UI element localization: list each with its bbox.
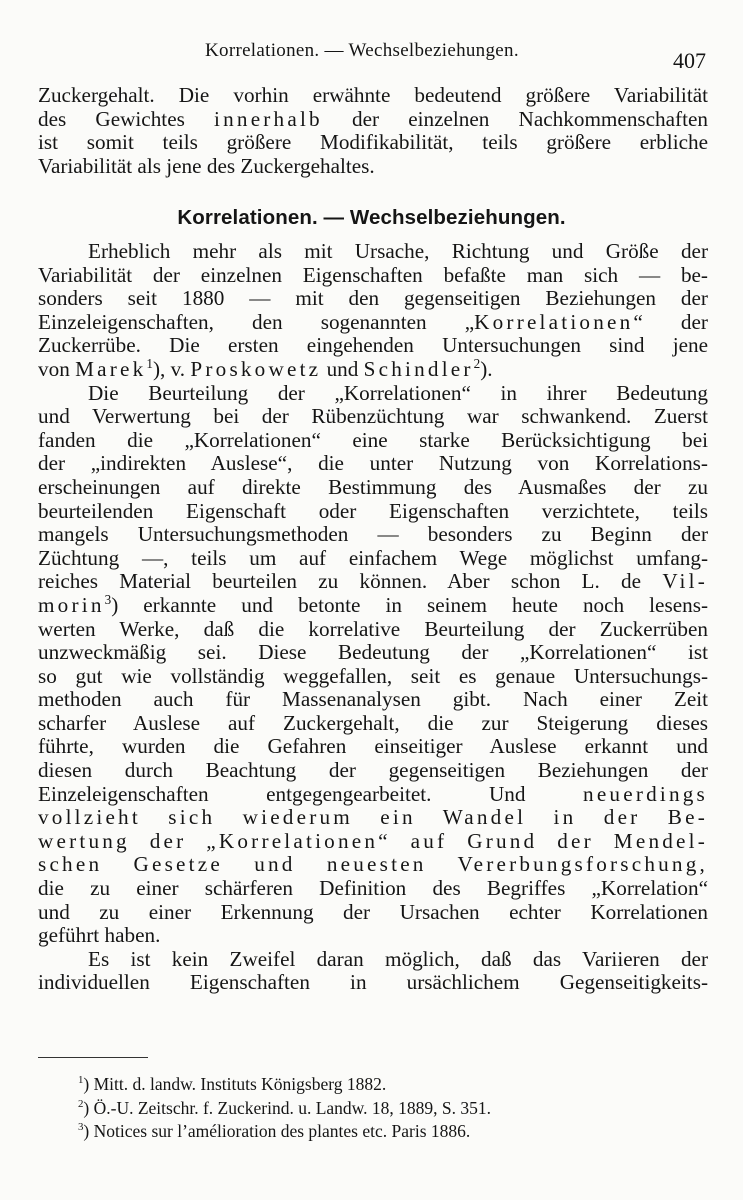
text-line (38, 783, 708, 807)
text-line: fanden die „Korrelationen“ eine starke Berücksichtigung bei (38, 427, 708, 452)
text-line: der „indirekten Auslese“, die unter Nutzung von Korrelations- (38, 451, 708, 476)
text-segment: Einzeleigenschaften entgegengearbeitet. Und (38, 781, 584, 806)
footnote-mark: 2 (78, 1097, 84, 1110)
intro-paragraph (38, 84, 708, 178)
text-segment: Einzeleigenschaften, den sogenannten „ (38, 309, 475, 334)
text-line: Variabilität der einzelnen Eigenschaften befaßte man sich — be- (38, 262, 708, 287)
text-line (38, 591, 708, 618)
text-segment: und (321, 356, 364, 381)
section-heading: Korrelationen. — Wechselbeziehungen. (177, 206, 566, 229)
text-line: Die Beurteilung der „Korrelationen“ in ihrer Bedeutung (88, 380, 708, 405)
footnote-text: Ö.-U. Zeitschr. f. Zuckerind. u. Landw. 18, 1889, S. 351. (93, 1097, 492, 1118)
text-line: Züchtung —, teils um auf einfachem Wege möglichst umfang- (38, 545, 708, 570)
text-segment: ), v. (152, 356, 191, 381)
text-segment: von (38, 356, 76, 381)
text-segment: “ der (633, 309, 708, 334)
text-line: geführt haben. (38, 923, 161, 948)
text-line (38, 355, 708, 382)
text-line: Variabilität als jene des Zuckergehaltes. (38, 153, 375, 178)
spaced-emphasis: innerhalb (214, 106, 323, 131)
text-line: beurteilenden Eigenschaft oder Eigenschaften verzichtete, teils (38, 498, 708, 523)
spaced-emphasis-line: wertung der „Korrelationen“ auf Grund der Mendel- (38, 828, 708, 853)
spaced-emphasis: Korrelationen (474, 309, 634, 334)
footnote-ref: 1 (146, 355, 153, 371)
author-name: Schindler (363, 356, 474, 381)
author-name: Marek (75, 356, 147, 381)
text-segment: reiches Material beurteilen zu können. Aber schon L. de (38, 569, 663, 594)
text-segment: ) erkannte und betonte in seinem heute noch lesens- (111, 592, 708, 617)
text-line: scharfer Auslese auf Zuckergehalt, die zur Steigerung dieses (38, 710, 708, 735)
text-line: und Verwertung bei der Rübenzüchtung war schwankend. Zuerst (38, 404, 708, 429)
text-line (38, 311, 708, 335)
text-line (38, 570, 708, 594)
running-head: Korrelationen. — Wechselbeziehungen. (205, 40, 519, 61)
footnote-mark: 3 (78, 1121, 84, 1134)
spaced-emphasis-line: vollzieht sich wiederum ein Wandel in der Be- (38, 805, 708, 830)
text-segment: ). (480, 356, 493, 381)
text-line: und zu einer Erkennung der Ursachen echter Korrelationen (38, 899, 708, 924)
footnote-text: Notices sur l’amélioration des plantes etc. Paris 1886. (93, 1121, 471, 1141)
footnote-divider (38, 1057, 148, 1058)
text-line: Erheblich mehr als mit Ursache, Richtung und Größe der (88, 239, 708, 263)
author-name: Proskowetz (190, 356, 322, 381)
spaced-emphasis-line: schen Gesetze und neuesten Vererbungsforschung, (38, 852, 708, 877)
text-line (38, 108, 708, 132)
footnote: $^3$) Notices sur l’amélioration des plantes etc. Paris 1886. (78, 1121, 471, 1141)
page-number: 407 (673, 48, 706, 73)
text-line: führte, wurden die Gefahren einseitiger Auslese erkannt und (38, 734, 708, 759)
footnote-ref: 2 (473, 355, 481, 371)
footnote: $^1$) Mitt. d. landw. Instituts Königsberg 1882. (78, 1074, 387, 1094)
text-line: diesen durch Beachtung der gegenseitigen Beziehungen der (38, 758, 708, 783)
text-segment: des Gewichtes (38, 106, 185, 131)
text-segment: der einzelnen Nachkommenschaften (352, 106, 708, 131)
text-line: Zuckergehalt. Die vorhin erwähnte bedeutend größere Variabilität (38, 83, 708, 107)
footnote-ref: 3 (104, 591, 112, 607)
text-line: individuellen Eigenschaften in ursächlichem Gegenseitigkeits- (38, 970, 708, 995)
text-line: mangels Untersuchungsmethoden — besonders zu Beginn der (38, 522, 708, 547)
text-line: methoden auch für Massenanalysen gibt. Nach einer Zeit (38, 687, 708, 712)
footnote-text: Mitt. d. landw. Instituts Königsberg 1882. (93, 1074, 387, 1094)
text-line: werten Werke, daß die korrelative Beurteilung der Zuckerrüben (38, 616, 708, 641)
text-line: Zuckerrübe. Die ersten eingehenden Untersuchungen sind jene (38, 333, 708, 358)
text-line: sonders seit 1880 — mit den gegenseitigen Beziehungen der (38, 286, 708, 311)
text-line: erscheinungen auf direkte Bestimmung des Ausmaßes der zu (38, 474, 708, 499)
author-name: Vil- (662, 569, 708, 594)
footnotes (78, 1073, 491, 1144)
spaced-emphasis: neuerdings (583, 781, 708, 806)
text-line: ist somit teils größere Modifikabilität, teils größere erbliche (38, 130, 708, 155)
main-text (38, 240, 708, 995)
text-line: Es ist kein Zweifel daran möglich, daß das Variieren der (88, 946, 708, 971)
author-name: morin (38, 592, 105, 617)
footnote-mark: 1 (78, 1074, 84, 1087)
text-line: unzweckmäßig sei. Diese Bedeutung der „Korrelationen“ ist (38, 640, 708, 665)
text-line: so gut wie vollständig weggefallen, seit es genaue Untersuchungs- (38, 663, 708, 688)
text-line: die zu einer schärferen Definition des Begriffes „Korrelation“ (38, 876, 708, 901)
footnote: $^2$) Ö.-U. Zeitschr. f. Zuckerind. u. Landw. 18, 1889, S. 351. (78, 1097, 492, 1118)
